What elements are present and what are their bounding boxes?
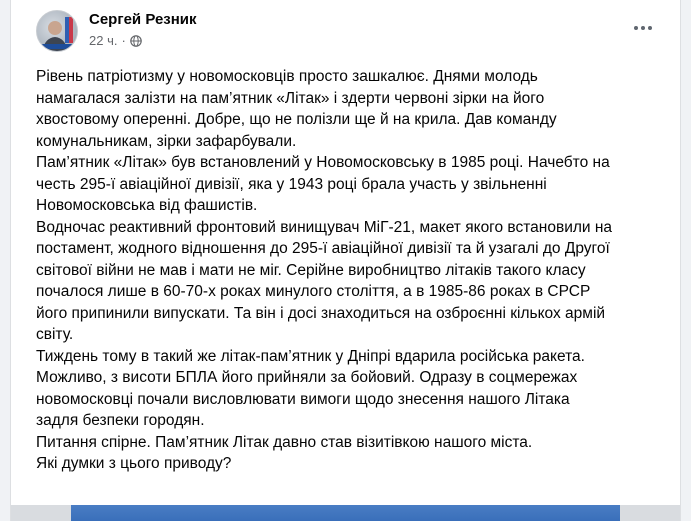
post-line: почалося лише в 60-70-х роках минулого століття, а в 1985-86 роках в СРСР: [36, 283, 591, 300]
post-line: Рівень патріотизму у новомосковців просто зашкалює. Днями молодь: [36, 68, 538, 85]
post-line: світової війни не мав і мати не міг. Серійне виробництво літаків такого класу: [36, 261, 586, 279]
more-options-icon[interactable]: [632, 17, 654, 39]
post-line: Новомосковська від фашистів.: [36, 197, 258, 214]
post-card: [10, 0, 681, 521]
post-line: Можливо, з висоти БПЛА його прийняли за бойовий. Одразу в соцмережах: [36, 369, 578, 386]
post-photo[interactable]: [11, 505, 680, 521]
post-line: задля безпеки городян.: [36, 412, 205, 429]
post-line: хвостовому оперенні. Добре, що не полізли ще й на крила. Дав команду: [36, 111, 557, 128]
post-meta: [89, 33, 142, 48]
post-header: [11, 0, 680, 60]
globe-icon[interactable]: [130, 35, 142, 47]
avatar-portrait-icon: [37, 11, 78, 52]
avatar[interactable]: [36, 10, 78, 52]
meta-separator: ·: [121, 33, 126, 48]
post-line: честь 295-ї авіаційної дивізії, яка у 1943 році брала участь у звільненні: [36, 175, 547, 193]
post-line: Які думки з цього приводу?: [36, 455, 232, 472]
post-line: його припинили випускати. Та він і досі знаходиться на озброєнні кількох армій: [36, 304, 606, 322]
post-line: комунальникам, зірки зафарбували.: [36, 132, 297, 150]
post-line: світу.: [36, 326, 74, 343]
post-line: Пам’ятник «Літак» був встановлений у Новомосковську в 1985 році. Начебто на: [36, 154, 610, 171]
post-line: Тиждень тому в такий же літак-пам’ятник у Дніпрі вдарила російська ракета.: [36, 347, 585, 365]
post-line: новомосковці почали висловлювати вимоги щодо знесення нашого Літака: [36, 390, 570, 408]
post-line: намагалася залізти на пам’ятник «Літак» і здерти червоні зірки на його: [36, 89, 545, 107]
author-name[interactable]: Сергей Резник: [89, 11, 197, 28]
post-line: постамент, жодного відношення до 295-ї авіаційної дивізії та й узагалі до Другої: [36, 240, 610, 257]
post-line: Водночас реактивний фронтовий винищувач МіГ-21, макет якого встановили на: [36, 218, 613, 236]
post-line: Питання спірне. Пам’ятник Літак давно став візитівкою нашого міста.: [36, 433, 533, 451]
post-time[interactable]: 22 ч.: [89, 33, 118, 48]
post-text: [36, 66, 676, 475]
